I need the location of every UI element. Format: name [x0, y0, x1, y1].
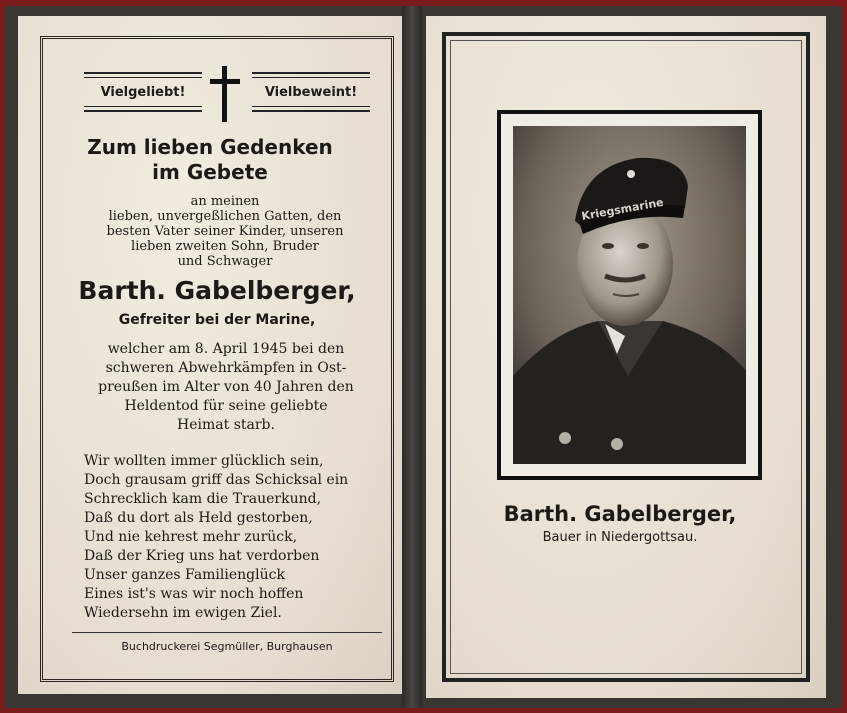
printer-credit: Buchdruckerei Segmüller, Burghausen — [121, 640, 333, 653]
intro-line: und Schwager — [177, 254, 273, 269]
death-notice — [86, 340, 366, 435]
poem — [84, 452, 374, 623]
intro-text — [70, 194, 380, 269]
deceased-rank: Gefreiter bei der Marine, — [118, 312, 316, 328]
heading-line: Zum lieben Gedenken — [87, 135, 333, 159]
poem-line: Wir wollten immer glücklich sein, — [84, 453, 324, 469]
notice-line: welcher am 8. April 1945 bei den — [107, 341, 345, 357]
portrait-caption-name: Barth. Gabelberger, — [503, 502, 737, 526]
heading — [60, 135, 360, 185]
intro-line: an meinen — [190, 194, 260, 209]
poem-line: Daß der Krieg uns hat verdorben — [84, 548, 320, 564]
poem-line: Daß du dort als Held gestorben, — [84, 510, 313, 526]
cross-icon — [208, 66, 242, 122]
intro-line: lieben, unvergeßlichen Gatten, den — [108, 209, 342, 224]
poem-line: Wiedersehn im ewigen Ziel. — [84, 605, 282, 621]
heading-line: im Gebete — [152, 160, 268, 184]
notice-line: schweren Abwehrkämpfen in Ost- — [105, 360, 347, 376]
intro-line: lieben zweiten Sohn, Bruder — [131, 239, 319, 254]
header-left-box — [84, 72, 202, 112]
header-right-box — [252, 72, 370, 112]
header-left-text: Vielgeliebt! — [100, 84, 186, 100]
poem-line: Doch grausam griff das Schicksal ein — [84, 472, 349, 488]
intro-line: besten Vater seiner Kinder, unseren — [106, 224, 344, 239]
portrait-photo — [513, 126, 746, 464]
card-fold — [402, 6, 422, 708]
poem-line: Eines ist's was wir noch hoffen — [84, 586, 304, 602]
header-right-text: Vielbeweint! — [264, 84, 358, 100]
header-row — [48, 66, 368, 118]
poem-line: Schrecklich kam die Trauerkund, — [84, 491, 322, 507]
deceased-name: Barth. Gabelberger, — [78, 276, 356, 305]
cap-ribbon-text: Kriegsmarine — [580, 195, 665, 223]
printer-divider — [72, 632, 382, 633]
notice-line: Heldentod für seine geliebte — [124, 398, 328, 414]
portrait-caption-place: Bauer in Niedergottsau. — [542, 530, 698, 545]
poem-line: Und nie kehrest mehr zurück, — [84, 529, 298, 545]
notice-line: Heimat starb. — [177, 417, 275, 433]
sailor-portrait-image — [513, 126, 746, 464]
notice-line: preußen im Alter von 40 Jahren den — [98, 379, 354, 395]
poem-line: Unser ganzes Familienglück — [84, 567, 285, 583]
portrait-frame — [497, 110, 762, 480]
